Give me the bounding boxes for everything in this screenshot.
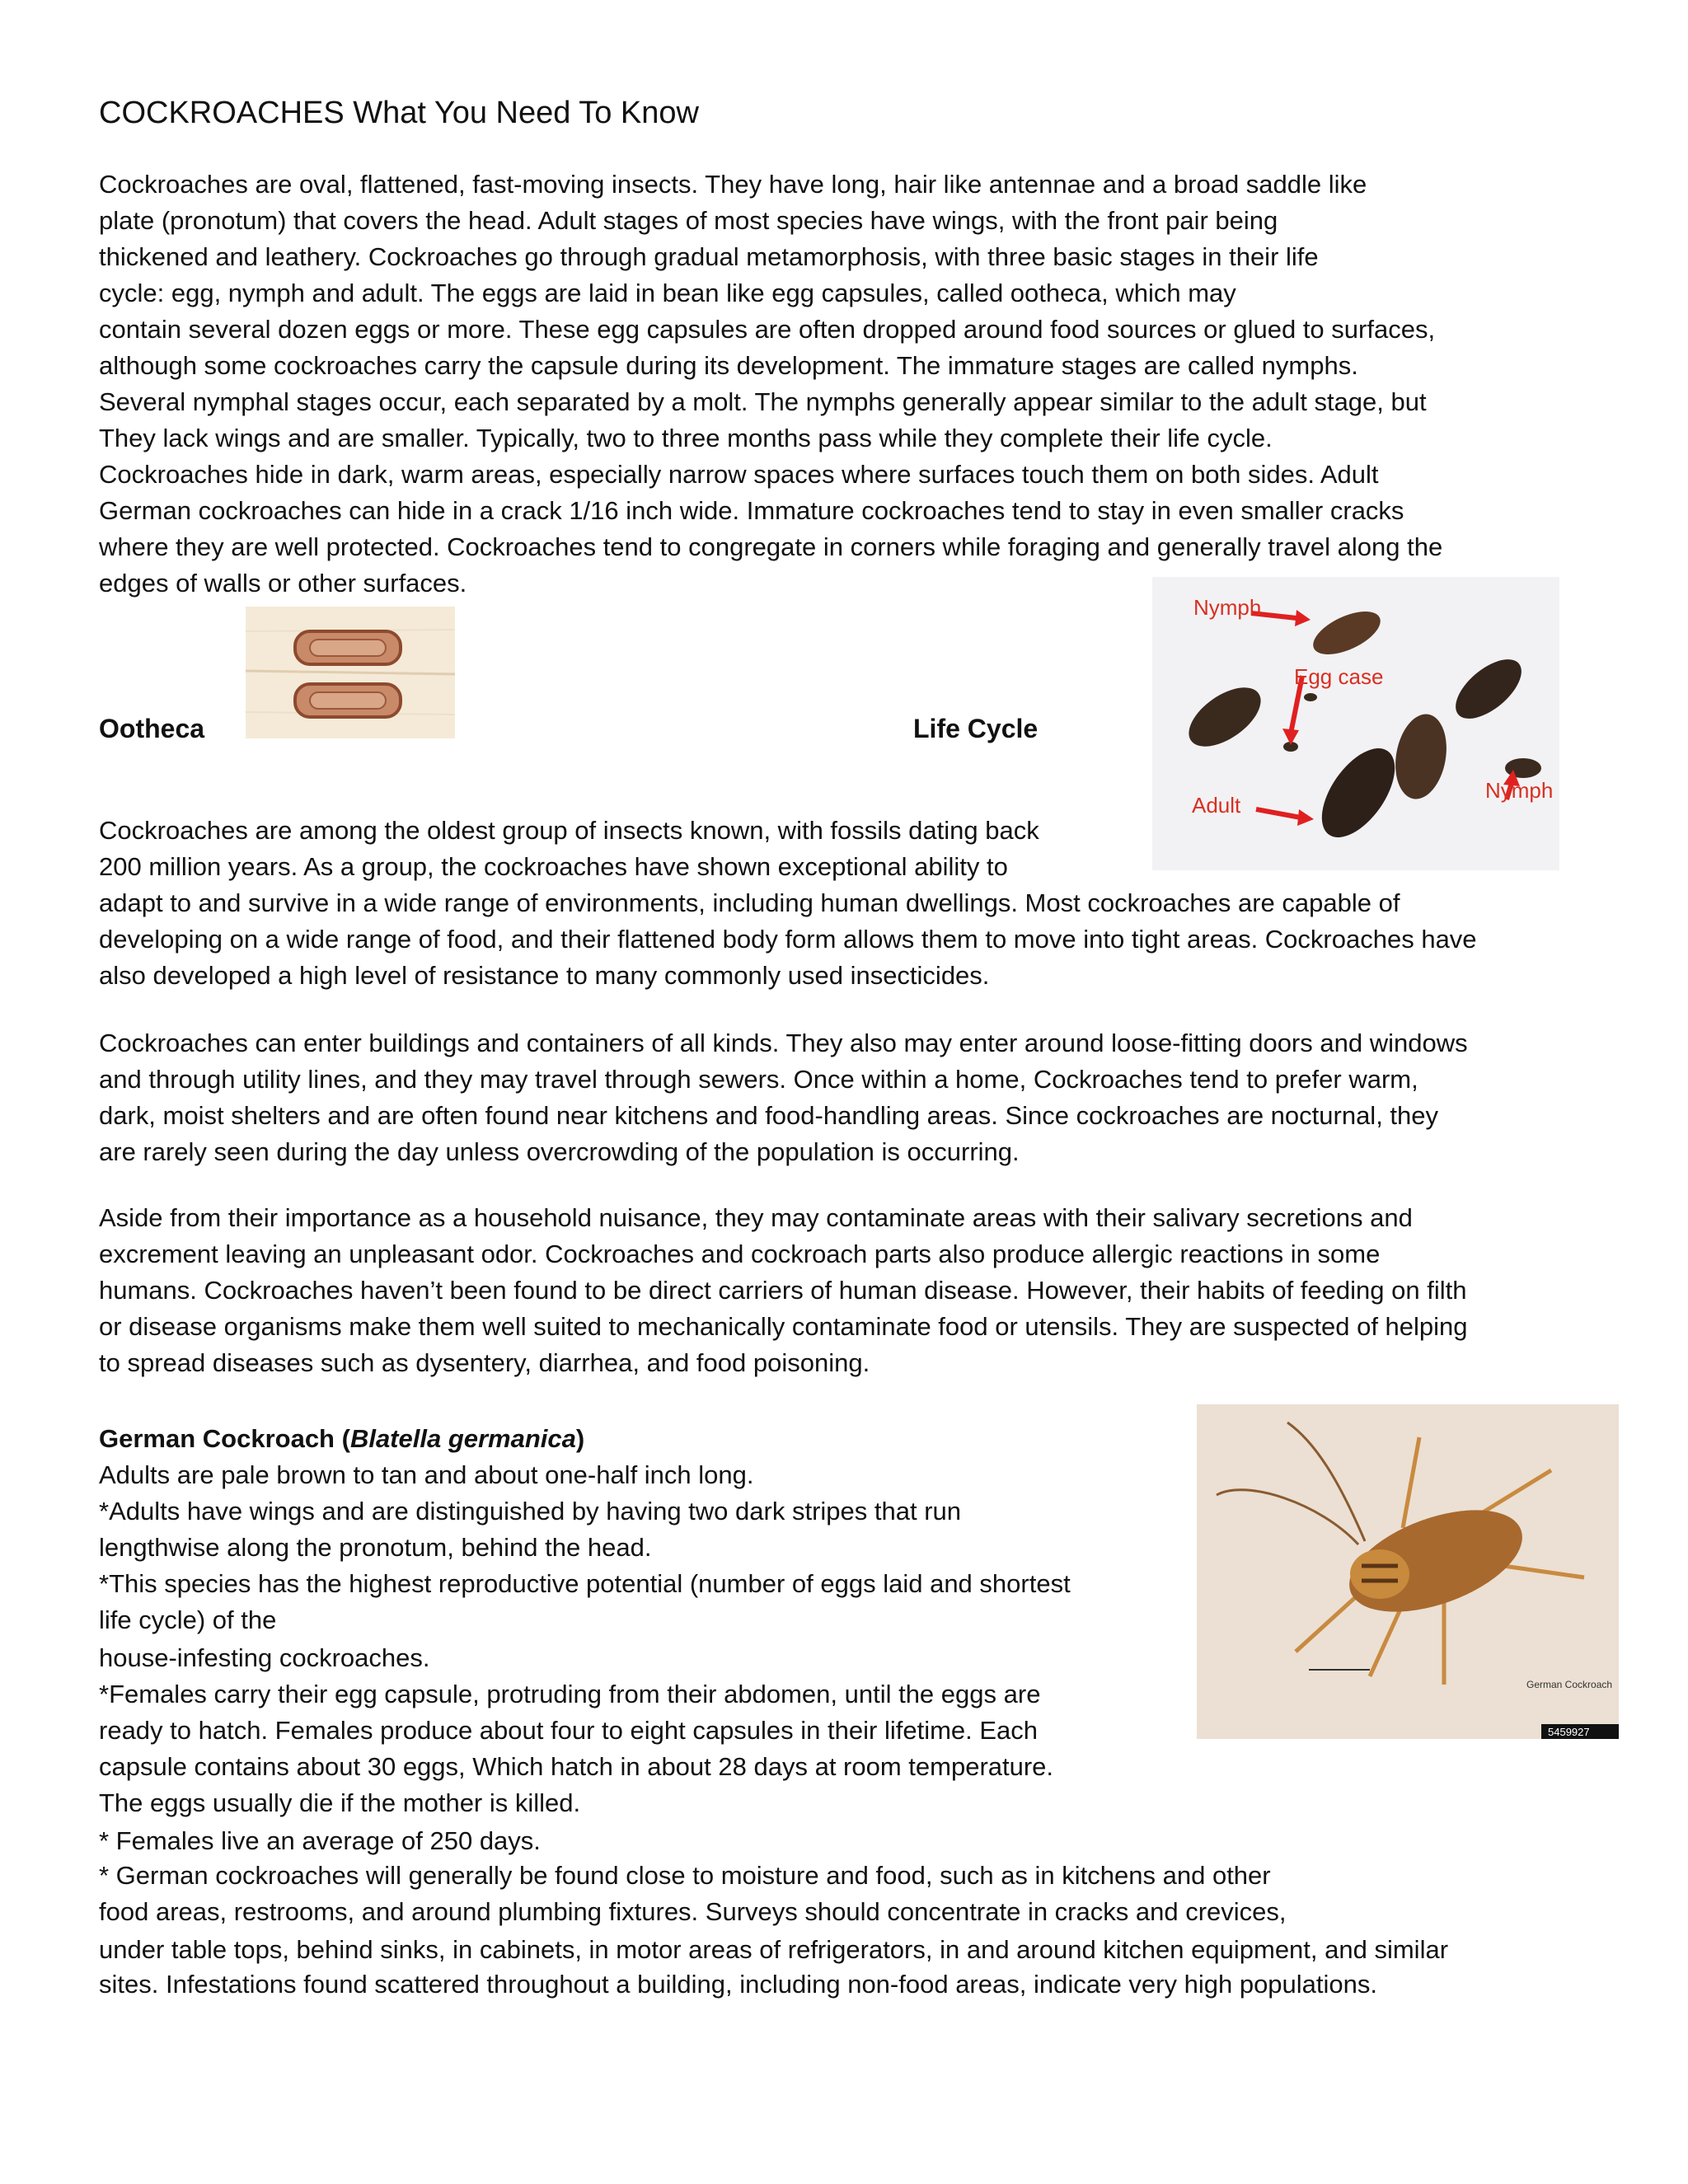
- german-cockroach-illustration: [1197, 1404, 1619, 1739]
- text-line: adapt to and survive in a wide range of environments, including human dwellings. Most cockroaches are capable of: [99, 888, 1400, 917]
- text-line: Several nymphal stages occur, each separated by a molt. The nymphs generally appear similar to the adult stage, but: [99, 387, 1427, 416]
- text-line: German cockroaches can hide in a crack 1/16 inch wide. Immature cockroaches tend to stay in even smaller cracks: [99, 496, 1404, 525]
- text-line: plate (pronotum) that covers the head. Adult stages of most species have wings, with the front pair being: [99, 206, 1278, 235]
- life-cycle-image: [1152, 577, 1559, 870]
- text-line: Cockroaches are oval, flattened, fast-moving insects. They have long, hair like antennae and a broad saddle like: [99, 170, 1367, 199]
- text-line: *Females carry their egg capsule, protruding from their abdomen, until the eggs are: [99, 1680, 1041, 1708]
- text-line: 200 million years. As a group, the cockroaches have shown exceptional ability to: [99, 852, 1008, 881]
- text-line: contain several dozen eggs or more. These egg capsules are often dropped around food sources or glued to surfaces,: [99, 315, 1436, 344]
- ootheca-illustration: [246, 607, 455, 738]
- text-line: humans. Cockroaches haven’t been found to be direct carriers of human disease. However, their habits of feeding on filth: [99, 1276, 1467, 1305]
- text-line: cycle: egg, nymph and adult. The eggs are laid in bean like egg capsules, called ootheca, which may: [99, 279, 1236, 307]
- text-line: Cockroaches are among the oldest group of insects known, with fossils dating back: [99, 816, 1039, 845]
- label-nymph-right: Nymph: [1485, 778, 1554, 803]
- life-cycle-illustration: [1152, 577, 1559, 870]
- heading-prefix: German Cockroach (: [99, 1424, 350, 1453]
- label-egg-case: Egg case: [1294, 664, 1384, 689]
- text-line: dark, moist shelters and are often found near kitchens and food-handling areas. Since cockroaches are nocturnal, they: [99, 1101, 1439, 1130]
- label-adult: Adult: [1192, 793, 1241, 818]
- text-line: Cockroaches can enter buildings and containers of all kinds. They also may enter around loose-fitting doors and windows: [99, 1029, 1468, 1057]
- species-name: Blatella germanica: [349, 1424, 576, 1453]
- text-line: capsule contains about 30 eggs, Which hatch in about 28 days at room temperature.: [99, 1752, 1054, 1781]
- text-line: * German cockroaches will generally be found close to moisture and food, such as in kitchens and other: [99, 1861, 1271, 1890]
- text-line: under table tops, behind sinks, in cabinets, in motor areas of refrigerators, in and around kitchen equipment, and similar: [99, 1935, 1449, 1964]
- heading-suffix: ): [575, 1424, 585, 1453]
- text-line: also developed a high level of resistance to many commonly used insecticides.: [99, 961, 990, 990]
- text-line: edges of walls or other surfaces.: [99, 569, 467, 598]
- text-line: *Adults have wings and are distinguished by having two dark stripes that run: [99, 1497, 961, 1526]
- text-line: or disease organisms make them well suited to mechanically contaminate food or utensils. They are suspected of helping: [99, 1312, 1468, 1341]
- text-line: excrement leaving an unpleasant odor. Cockroaches and cockroach parts also produce allergic reactions in some: [99, 1240, 1381, 1268]
- text-line: sites. Infestations found scattered throughout a building, including non-food areas, indicate very high populations.: [99, 1970, 1378, 1999]
- text-line: although some cockroaches carry the capsule during its development. The immature stages are called nymphs.: [99, 351, 1358, 380]
- photo-caption: German Cockroach: [1526, 1679, 1613, 1690]
- label-nymph-top: Nymph: [1193, 595, 1262, 620]
- text-line: Cockroaches hide in dark, warm areas, especially narrow spaces where surfaces touch them on both sides. Adult: [99, 460, 1379, 489]
- text-line: *This species has the highest reproductive potential (number of eggs laid and shortest: [99, 1569, 1071, 1598]
- text-line: * Females live an average of 250 days.: [99, 1826, 541, 1855]
- text-line: food areas, restrooms, and around plumbing fixtures. Surveys should concentrate in cracks and crevices,: [99, 1897, 1287, 1926]
- text-line: Adults are pale brown to tan and about one-half inch long.: [99, 1460, 754, 1489]
- text-line: house-infesting cockroaches.: [99, 1643, 430, 1672]
- text-line: lengthwise along the pronotum, behind the head.: [99, 1533, 652, 1562]
- page-title: COCKROACHES What You Need To Know: [99, 96, 699, 130]
- text-line: life cycle) of the: [99, 1605, 277, 1634]
- text-line: developing on a wide range of food, and their flattened body form allows them to move into tight areas. Cockroaches have: [99, 925, 1477, 954]
- text-line: They lack wings and are smaller. Typically, two to three months pass while they complete their life cycle.: [99, 424, 1273, 452]
- text-line: to spread diseases such as dysentery, diarrhea, and food poisoning.: [99, 1348, 870, 1377]
- text-line: thickened and leathery. Cockroaches go through gradual metamorphosis, with three basic stages in their life: [99, 242, 1319, 271]
- text-line: ready to hatch. Females produce about four to eight capsules in their lifetime. Each: [99, 1716, 1039, 1745]
- ootheca-label: Ootheca: [99, 714, 205, 743]
- text-line: and through utility lines, and they may travel through sewers. Once within a home, Cockroaches tend to prefer warm,: [99, 1065, 1418, 1094]
- ootheca-image: [246, 607, 455, 738]
- text-line: The eggs usually die if the mother is killed.: [99, 1788, 581, 1817]
- photo-id: 5459927: [1548, 1726, 1590, 1738]
- text-line: where they are well protected. Cockroaches tend to congregate in corners while foraging and generally travel along the: [99, 532, 1443, 561]
- text-line: are rarely seen during the day unless overcrowding of the population is occurring.: [99, 1137, 1020, 1166]
- german-cockroach-photo: [1197, 1404, 1619, 1739]
- life-cycle-label: Life Cycle: [913, 714, 1039, 743]
- german-cockroach-heading: [99, 1426, 584, 1451]
- text-line: Aside from their importance as a household nuisance, they may contaminate areas with their salivary secretions and: [99, 1203, 1413, 1232]
